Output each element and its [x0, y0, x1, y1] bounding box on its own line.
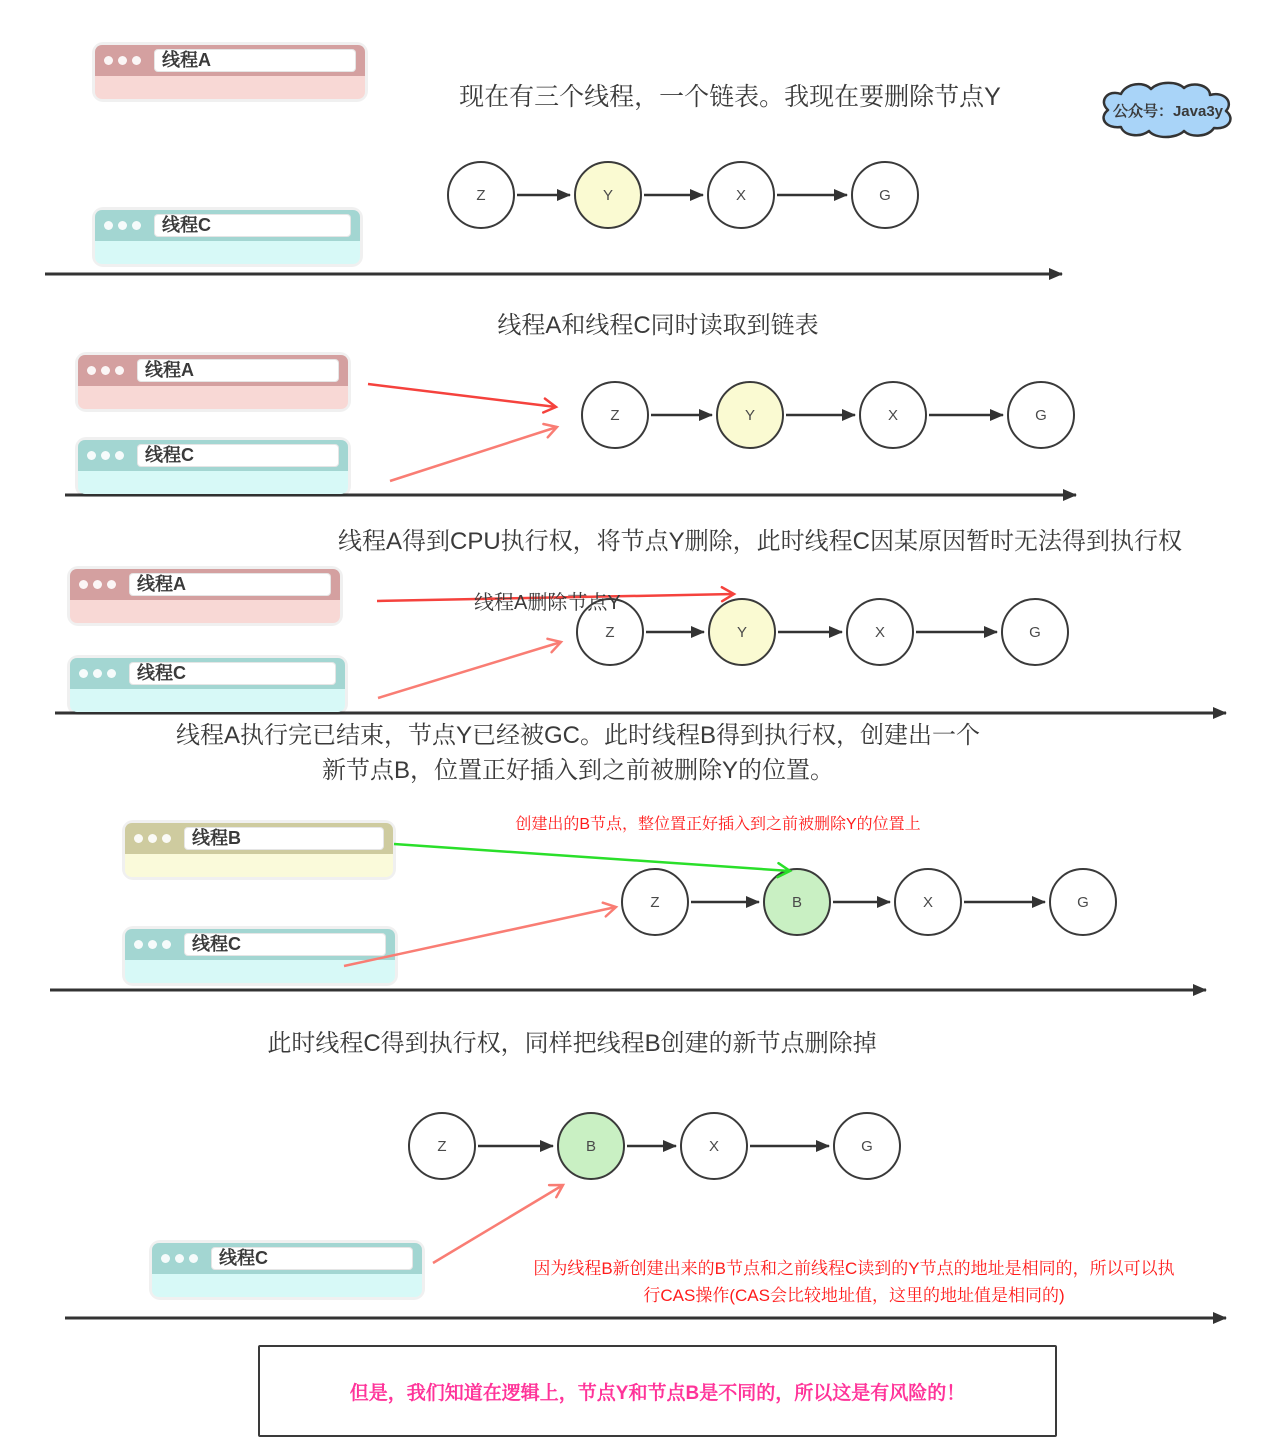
s1-node-x: X	[707, 161, 775, 229]
s3-node-g: G	[1001, 598, 1069, 666]
s4-red-note: 创建出的B节点，整位置正好插入到之前被删除Y的位置上	[515, 816, 921, 833]
s4-heading-line1: 线程A执行完已结束，节点Y已经被GC。此时线程B得到执行权，创建出一个	[175, 722, 981, 749]
window-dots-icon	[134, 834, 176, 843]
window-title: 线程B	[184, 827, 384, 850]
window-title: 线程A	[137, 359, 339, 382]
s5-red-arrow-delete-b	[433, 1185, 563, 1263]
window-body	[125, 854, 393, 877]
footer-warning-text: 但是，我们知道在逻辑上，节点Y和节点B是不同的，所以这是有风险的！	[349, 1382, 966, 1404]
s2-red-arrow-thread-c-read	[390, 427, 557, 481]
s4-heading-line2: 新节点B，位置正好插入到之前被删除Y的位置。	[321, 757, 834, 784]
s3-thread-a-window	[70, 569, 340, 623]
s1-thread-c-window	[95, 210, 360, 264]
window-body	[125, 960, 395, 983]
window-titlebar	[95, 210, 360, 241]
s5-red-note-line2: 行CAS操作(CAS会比较地址值，这里的地址值是相同的)	[643, 1286, 1065, 1305]
badge-label: 公众号：Java3y	[1112, 103, 1224, 120]
window-body	[152, 1274, 422, 1297]
s2-node-g: G	[1007, 381, 1075, 449]
s2-node-y: Y	[716, 381, 784, 449]
s4-node-x: X	[894, 868, 962, 936]
s4-thread-b-window	[125, 823, 393, 877]
s3-heading: 线程A得到CPU执行权，将节点Y删除，此时线程C因某原因暂时无法得到执行权	[337, 528, 1183, 555]
window-titlebar	[70, 658, 345, 689]
window-dots-icon	[134, 940, 176, 949]
window-body	[95, 241, 360, 264]
window-dots-icon	[104, 56, 146, 65]
window-body	[78, 471, 348, 494]
window-titlebar	[125, 823, 393, 854]
window-title: 线程C	[154, 214, 351, 237]
s5-node-z: Z	[408, 1112, 476, 1180]
s2-node-z: Z	[581, 381, 649, 449]
s4-node-b: B	[763, 868, 831, 936]
s3-node-y: Y	[708, 598, 776, 666]
s5-red-note	[484, 1255, 1224, 1309]
s5-node-g: G	[833, 1112, 901, 1180]
s4-thread-c-window	[125, 929, 395, 983]
window-title: 线程C	[184, 933, 386, 956]
window-dots-icon	[79, 580, 121, 589]
window-titlebar	[152, 1243, 422, 1274]
window-title: 线程A	[154, 49, 356, 72]
window-title: 线程C	[129, 662, 336, 685]
window-title: 线程C	[137, 444, 339, 467]
s3-node-x: X	[846, 598, 914, 666]
s5-node-b: B	[557, 1112, 625, 1180]
window-dots-icon	[87, 366, 129, 375]
window-dots-icon	[161, 1254, 203, 1263]
window-dots-icon	[104, 221, 146, 230]
window-title: 线程C	[211, 1247, 413, 1270]
s5-heading: 此时线程C得到执行权，同样把线程B创建的新节点删除掉	[267, 1030, 877, 1057]
s2-thread-a-window	[78, 355, 348, 409]
window-titlebar	[95, 45, 365, 76]
s4-node-z: Z	[621, 868, 689, 936]
s4-node-g: G	[1049, 868, 1117, 936]
window-body	[95, 76, 365, 99]
s2-node-x: X	[859, 381, 927, 449]
s1-node-y: Y	[574, 161, 642, 229]
window-titlebar	[125, 929, 395, 960]
wechat-badge-cloud	[1093, 80, 1243, 145]
window-body	[70, 689, 345, 712]
s4-green-arrow-insert-b	[394, 844, 790, 871]
window-titlebar	[70, 569, 340, 600]
s1-node-g: G	[851, 161, 919, 229]
s5-thread-c-window	[152, 1243, 422, 1297]
s3-delete-arrow-label: 线程A删除节点Y	[474, 592, 621, 614]
footer-warning-box	[258, 1345, 1057, 1437]
s3-red-arrow-thread-c	[378, 642, 561, 698]
s3-node-z: Z	[576, 598, 644, 666]
window-dots-icon	[87, 451, 129, 460]
s2-thread-c-window	[78, 440, 348, 494]
window-titlebar	[78, 440, 348, 471]
s1-node-z: Z	[447, 161, 515, 229]
s3-thread-c-window	[70, 658, 345, 712]
s1-heading: 现在有三个线程，一个链表。我现在要删除节点Y	[459, 83, 1001, 111]
s1-thread-a-window	[95, 45, 365, 99]
window-dots-icon	[79, 669, 121, 678]
window-body	[78, 386, 348, 409]
window-titlebar	[78, 355, 348, 386]
s2-heading: 线程A和线程C同时读取到链表	[497, 312, 819, 339]
window-title: 线程A	[129, 573, 331, 596]
s5-red-note-line1: 因为线程B新创建出来的B节点和之前线程C读到的Y节点的地址是相同的，所以可以执	[533, 1259, 1175, 1278]
s4-heading	[98, 718, 1058, 788]
window-body	[70, 600, 340, 623]
s5-node-x: X	[680, 1112, 748, 1180]
s2-red-arrow-thread-a-read	[368, 384, 556, 407]
